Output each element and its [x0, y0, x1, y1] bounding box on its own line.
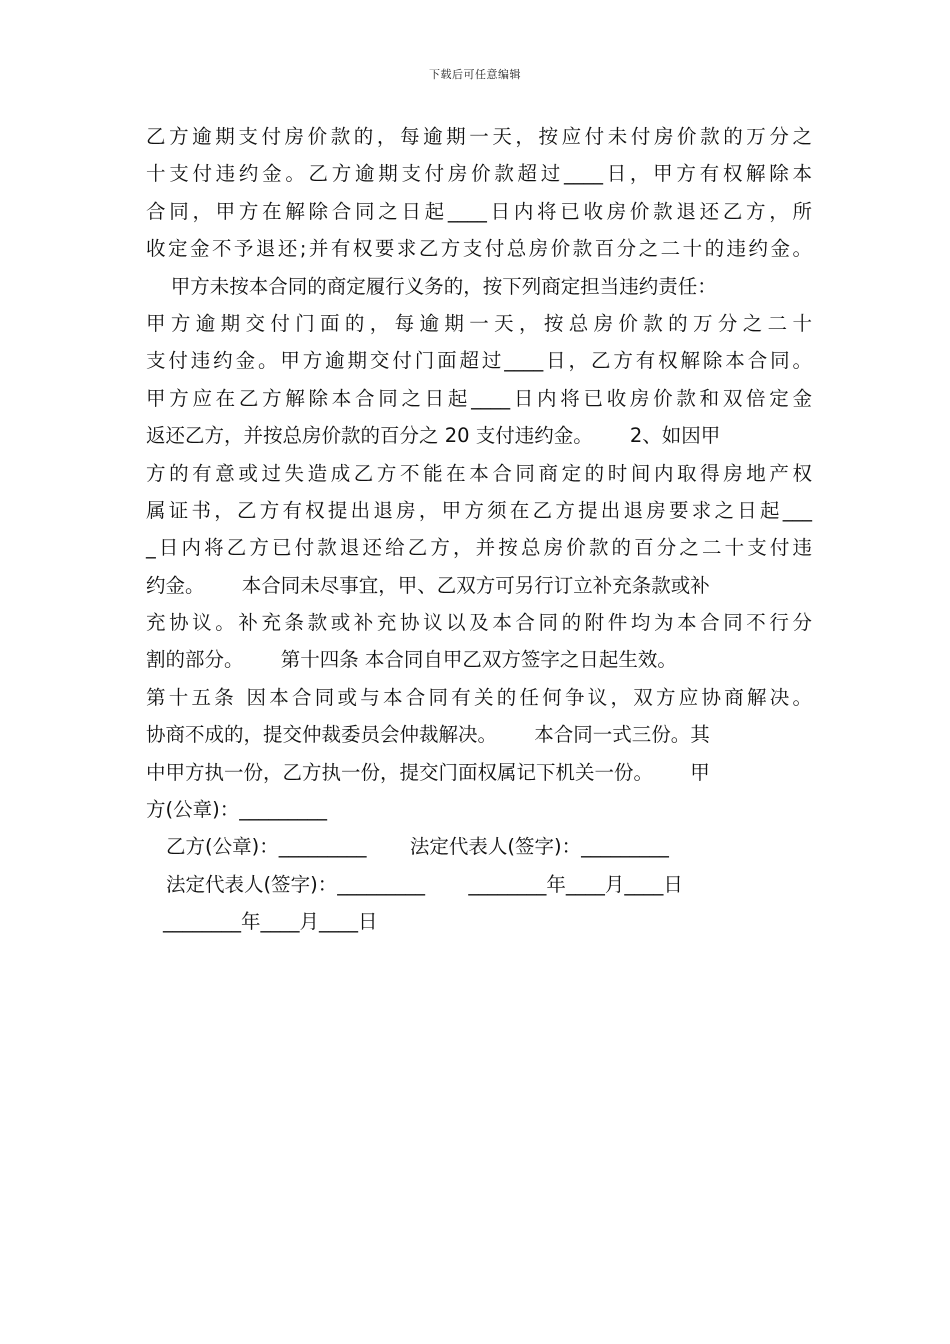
signature-line-party-b: 乙方(公章)：_________ 法定代表人(签字)：_________ [166, 835, 669, 859]
body-line: 返还乙方，并按总房价款的百分之 20 支付违约金。 2、如因甲 [146, 424, 721, 448]
body-line: 甲方逾期交付门面的，每逾期一天，按总房价款的万分之二十 [146, 311, 812, 335]
body-line: 方的有意或过失造成乙方不能在本合同商定的时间内取得房地产权 [146, 461, 812, 485]
body-line: _日内将乙方已付款退还给乙方，并按总房价款的百分之二十支付违 [146, 536, 812, 560]
body-line: 方(公章)：_________ [146, 798, 327, 822]
body-line: 割的部分。 第十四条 本合同自甲乙双方签字之日起生效。 [146, 648, 677, 672]
body-line: 属证书，乙方有权提出退房，甲方须在乙方提出退房要求之日起___ [146, 498, 812, 522]
body-line: 甲方未按本合同的商定履行义务的，按下列商定担当违约责任： [146, 274, 717, 298]
body-line: 甲方应在乙方解除本合同之日起____日内将已收房价款和双倍定金 [146, 386, 812, 410]
body-line: 支付违约金。甲方逾期交付门面超过____日，乙方有权解除本合同。 [146, 349, 812, 373]
body-line: 收定金不予退还;并有权要求乙方支付总房价款百分之二十的违约金。 [146, 237, 812, 261]
body-line: 十支付违约金。乙方逾期支付房价款超过____日，甲方有权解除本 [146, 162, 812, 186]
contract-body [146, 118, 812, 941]
body-line: 充协议。补充条款或补充协议以及本合同的附件均为本合同不行分 [146, 611, 812, 635]
signature-line-representative: 法定代表人(签字)：_________ ________年____月____日 [166, 872, 683, 896]
body-line: 第十五条 因本合同或与本合同有关的任何争议，双方应协商解决。 [146, 685, 812, 709]
body-line: 协商不成的，提交仲裁委员会仲裁解决。 本合同一式三份。其 [146, 723, 710, 747]
body-line: 合同，甲方在解除合同之日起____日内将已收房价款退还乙方，所 [146, 199, 812, 223]
body-line: 中甲方执一份，乙方执一份，提交门面权属记下机关一份。 甲 [146, 760, 710, 784]
body-line: 乙方逾期支付房价款的，每逾期一天，按应付未付房价款的万分之 [146, 125, 812, 148]
page-header: 下载后可任意编辑 [429, 68, 521, 81]
signature-line-date: ________年____月____日 [163, 910, 378, 934]
body-line: 约金。 本合同未尽事宜，甲、乙双方可另行订立补充条款或补 [146, 573, 710, 597]
